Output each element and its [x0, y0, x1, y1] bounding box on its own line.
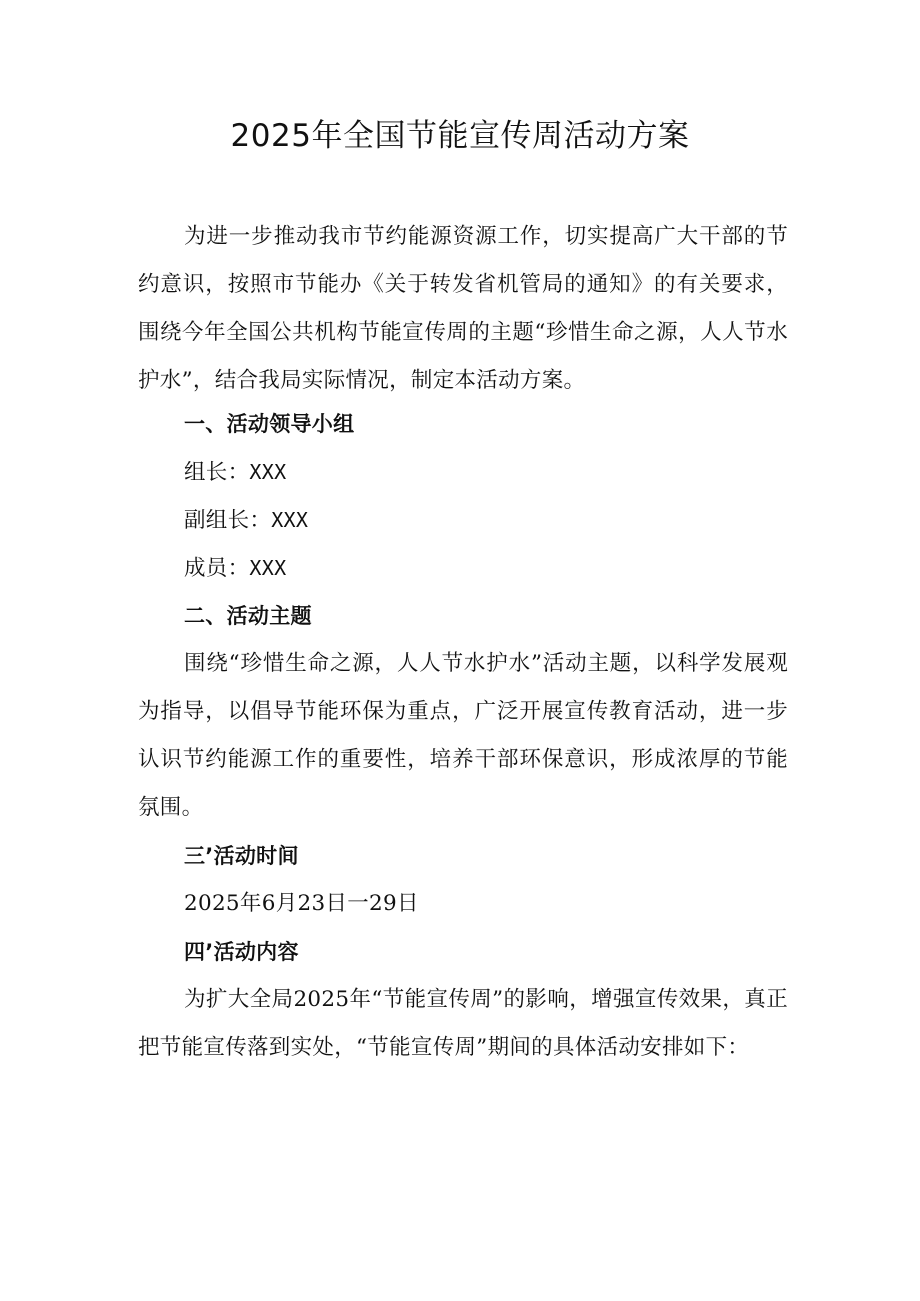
leader-label: 组长：	[184, 460, 250, 485]
members-label: 成员：	[184, 556, 250, 581]
document-title: 2025年全国节能宣传周活动方案	[230, 118, 690, 154]
section-heading-time: 三’活动时间	[184, 844, 299, 868]
leader-row	[184, 448, 286, 497]
section-heading-content: 四’活动内容	[184, 940, 299, 964]
deputy-leader-row	[184, 496, 308, 545]
theme-paragraph: 围绕“珍惜生命之源，人人节水护水”活动主题，以科学发展观为指导，以倡导节能环保为重点，广泛开展宣传教育活动，进一步认识节约能源工作的重要性，培养干部环保意识，形成浓厚的节能氛围。	[138, 651, 788, 820]
activity-date: 2025年6月23日一29日	[184, 891, 419, 916]
intro-paragraph: 为进一步推动我市节约能源资源工作，切实提高广大干部的节约意识，按照市节能办《关于转发省机管局的通知》的有关要求，围绕今年全国公共机构节能宣传周的主题“珍惜生命之源，人人节水护水”，结合我局实际情况，制定本活动方案。	[138, 224, 788, 393]
deputy-leader-label: 副组长：	[184, 508, 272, 533]
section-heading-theme: 二、活动主题	[184, 604, 312, 628]
members-row	[184, 544, 286, 593]
deputy-leader-value: XXX	[271, 508, 309, 532]
content-paragraph: 为扩大全局2025年“节能宣传周”的影响，增强宣传效果，真正把节能宣传落到实处，“节能宣传周”期间的具体活动安排如下：	[138, 987, 788, 1060]
members-value: XXX	[249, 556, 287, 580]
section-heading-leadership: 一、活动领导小组	[184, 412, 355, 436]
leader-value: XXX	[249, 460, 287, 484]
